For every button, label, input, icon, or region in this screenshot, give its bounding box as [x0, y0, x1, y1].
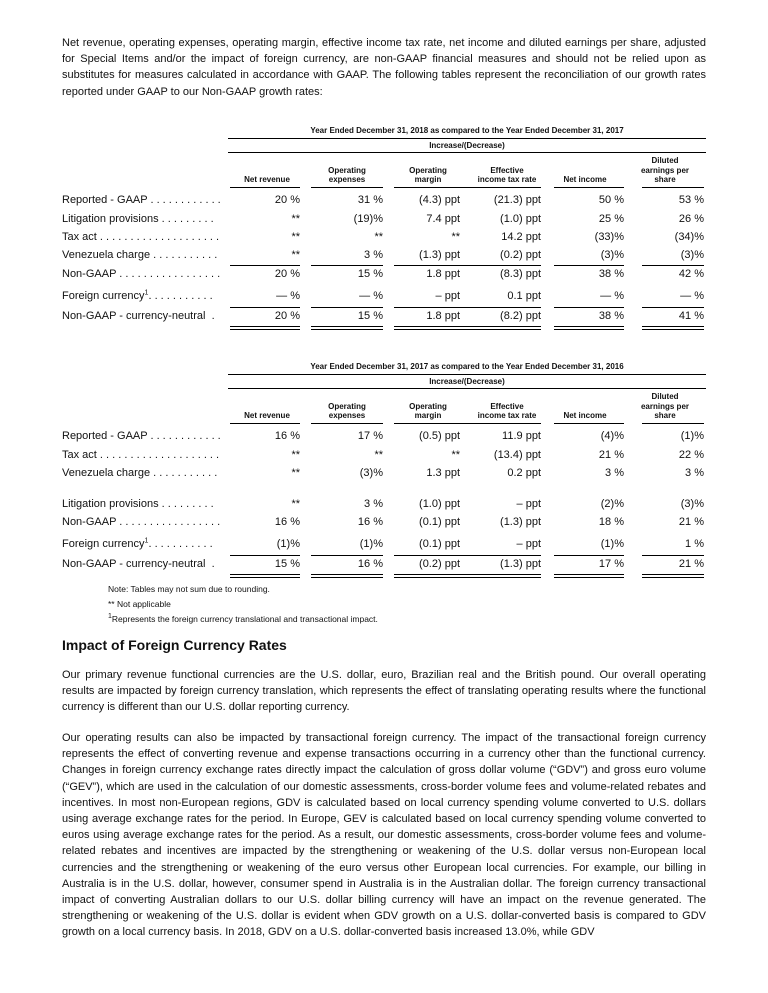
- column-header-rule: [459, 187, 541, 188]
- table-cell: 14.2 ppt: [501, 231, 541, 243]
- column-header-rule: [554, 423, 624, 424]
- table-cell: (3)%: [680, 498, 704, 510]
- row-label-text: Non-GAAP . . . . . . . . . . . . . . . . .: [62, 268, 221, 280]
- column-header-line: Operating: [328, 165, 366, 175]
- column-header-line: [467, 156, 547, 166]
- table-cell: (0.2) ppt: [419, 558, 460, 570]
- table-cell: 20 %: [274, 310, 300, 322]
- table-cell: 1.3 ppt: [426, 467, 460, 479]
- column-header-line: share: [654, 411, 676, 420]
- total-double-rule: [311, 574, 383, 578]
- table-cell: 41 %: [678, 310, 704, 322]
- table-cell: 11.9 ppt: [502, 430, 541, 442]
- total-double-rule: [230, 326, 300, 330]
- column-header-line: [307, 156, 387, 166]
- table-cell: 17 %: [357, 430, 383, 442]
- column-header-rule: [459, 423, 541, 424]
- row-label-text: Non-GAAP - currency-neutral .: [62, 310, 215, 322]
- column-header-line: [307, 392, 387, 402]
- table-cell: (21.3) ppt: [493, 194, 541, 206]
- row-label-text: Litigation provisions . . . . . . . . .: [62, 498, 214, 510]
- column-header-line: [545, 402, 625, 412]
- table-cell: 16 %: [274, 430, 300, 442]
- table-cell: **: [291, 498, 300, 510]
- column-header-line: [388, 156, 468, 166]
- column-header: [545, 156, 625, 185]
- fx-rule: [230, 307, 300, 308]
- table-cell: 1.8 ppt: [426, 268, 460, 280]
- note-foreign-currency: [108, 614, 378, 624]
- fx-rule: [554, 307, 624, 308]
- table-cell: (1)%: [276, 538, 300, 550]
- table-cell: 21 %: [598, 449, 624, 461]
- column-header: [388, 392, 468, 421]
- column-header-rule: [394, 423, 460, 424]
- table-cell: (0.1) ppt: [419, 538, 460, 550]
- table-cell: 1 %: [685, 538, 704, 550]
- column-header-line: expenses: [328, 175, 366, 184]
- row-label-text: Litigation provisions . . . . . . . . .: [62, 213, 214, 225]
- total-double-rule: [554, 574, 624, 578]
- table-cell: 17 %: [598, 558, 624, 570]
- column-header-line: income tax rate: [477, 411, 537, 420]
- column-header-line: Effective: [490, 401, 524, 411]
- table-cell: 15 %: [274, 558, 300, 570]
- table-cell: 16 %: [274, 516, 300, 528]
- increase-rule: [228, 388, 706, 389]
- table-cell: **: [291, 249, 300, 261]
- row-label-text: Non-GAAP . . . . . . . . . . . . . . . . .: [62, 516, 221, 528]
- table-cell: 22 %: [678, 449, 704, 461]
- table-cell: **: [451, 231, 460, 243]
- fx-rule: [459, 555, 541, 556]
- column-header-rule: [642, 187, 704, 188]
- note-fx-sup: 1: [108, 613, 112, 621]
- table-cell: (1.3) ppt: [500, 558, 541, 570]
- table-row: [62, 516, 706, 534]
- table-cell: 38 %: [598, 310, 624, 322]
- table-cell: (3)%: [680, 249, 704, 261]
- table-row: [62, 268, 706, 286]
- table-row: [62, 194, 706, 212]
- table-cell: – ppt: [516, 498, 541, 510]
- table-cell: 7.4 ppt: [426, 213, 460, 225]
- column-header: [467, 392, 547, 421]
- row-label-text: Non-GAAP - currency-neutral .: [62, 558, 215, 570]
- total-double-rule: [230, 574, 300, 578]
- total-double-rule: [642, 326, 704, 330]
- column-header-line: [227, 156, 307, 166]
- row-label: [62, 290, 213, 302]
- column-header-line: [227, 166, 307, 176]
- table-cell: **: [291, 467, 300, 479]
- table-cell: 1.8 ppt: [426, 310, 460, 322]
- subtotal-rule: [459, 265, 541, 266]
- subtotal-rule: [230, 265, 300, 266]
- caption-rule: [228, 138, 706, 139]
- table-cell: 31 %: [357, 194, 383, 206]
- table-cell: 20 %: [274, 268, 300, 280]
- row-label-text: Reported - GAAP . . . . . . . . . . . .: [62, 194, 221, 206]
- table-cell: 21 %: [678, 558, 704, 570]
- column-header: [307, 156, 387, 185]
- table-cell: 16 %: [357, 516, 383, 528]
- column-header-line: [227, 392, 307, 402]
- subtotal-rule: [642, 265, 704, 266]
- row-label: [62, 467, 217, 479]
- table-cell: (3)%: [600, 249, 624, 261]
- column-header-line: Net revenue: [244, 175, 290, 184]
- total-double-rule: [459, 574, 541, 578]
- increase-rule: [228, 152, 706, 153]
- table-cell: 3 %: [364, 498, 383, 510]
- column-header-line: earnings per: [640, 401, 689, 411]
- column-header-rule: [311, 187, 383, 188]
- intro-paragraph: Net revenue, operating expenses, operating margin, effective income tax rate, net income and diluted earnings per share, adjusted for Special Items and/or the impact of foreign currency, are non-GAAP financial measures and should not be relied upon as substitutes for measures calculated in accordance with GAAP. The following tables represent the reconciliation of our growth rates reported under GAAP to our Non-GAAP growth rates:: [62, 37, 706, 98]
- table-cell: 53 %: [678, 194, 704, 206]
- paragraph-transactional-currency: Our operating results can also be impacted by transactional foreign currency. The impact of the transactional foreign currency represents the effect of converting revenue and expense transactions occurring in a currency other than the functional currency. Changes in foreign currency exchange rates directly impact the calculation of gross dollar volume (“GDV”) and gross euro volume (“GEV”), which are used in the calculation of our domestic assessments, cross-border volume fees and volume-related rebates and incentives. In most non-European regions, GDV is calculated based on local currency spending volume converted to U.S. dollars using average exchange rates for the period. In Europe, GEV is calculated based on local currency spending volume converted to euros using average exchange rates for the period. As a result, our domestic assessments, cross-border volume fees and volume-related rebates and incentives are impacted by the strengthening or weakening of the U.S. dollar versus non-European local currencies and the strengthening or weakening of the euro versus other European local currencies. For example, our billing in Australia is in the U.S. dollar, however, consumer spend in Australia is in the Australian dollar. The foreign currency transactional impact of converting Australian dollars to our U.S. dollar billing currency will have an impact on the revenue generated. The strengthening or weakening of the U.S. dollar is evident when GDV growth on a U.S. dollar-converted basis is compared to GDV growth on a local currency basis. In 2018, GDV on a U.S. dollar-converted basis increased 13.0%, while GDV: [62, 732, 706, 939]
- table-row: [62, 467, 706, 485]
- column-header-line: expenses: [328, 411, 366, 420]
- row-label-text: Venezuela charge . . . . . . . . . . .: [62, 467, 218, 479]
- table-cell: **: [291, 213, 300, 225]
- table-row: [62, 449, 706, 467]
- column-header-line: Operating: [409, 401, 447, 411]
- column-header-line: [545, 166, 625, 176]
- table-row: [62, 213, 706, 231]
- caption-rule: [228, 374, 706, 375]
- fx-rule: [311, 307, 383, 308]
- footnote-marker: 1: [144, 537, 149, 545]
- table-row: [62, 231, 706, 249]
- total-double-rule: [554, 326, 624, 330]
- row-label: [62, 268, 220, 280]
- table-cell: (1)%: [600, 538, 624, 550]
- subtotal-rule: [554, 265, 624, 266]
- table-cell: 20 %: [274, 194, 300, 206]
- table-cell: 15 %: [357, 268, 383, 280]
- fx-rule: [642, 307, 704, 308]
- table-row: [62, 430, 706, 448]
- fx-rule: [311, 555, 383, 556]
- table-cell: (13.4) ppt: [493, 449, 541, 461]
- row-label: [62, 194, 221, 206]
- table-cell: 42 %: [678, 268, 704, 280]
- table-cell: 25 %: [598, 213, 624, 225]
- table-cell: (0.5) ppt: [419, 430, 460, 442]
- fx-rule: [459, 307, 541, 308]
- table-cell: (8.3) ppt: [500, 268, 541, 280]
- total-double-rule: [394, 326, 460, 330]
- table-cell: **: [291, 449, 300, 461]
- note-not-applicable: ** Not applicable: [108, 599, 171, 609]
- table-cell: 21 %: [678, 516, 704, 528]
- subtotal-rule: [394, 265, 460, 266]
- row-label-text: Tax act . . . . . . . . . . . . . . . . . . . .: [62, 231, 220, 243]
- table-cell: (1)%: [680, 430, 704, 442]
- column-header: [467, 156, 547, 185]
- row-label: [62, 558, 215, 570]
- table-caption: Year Ended December 31, 2018 as compared to the Year Ended December 31, 2017: [310, 126, 624, 135]
- subtotal-rule: [311, 265, 383, 266]
- column-header-line: Operating: [328, 401, 366, 411]
- table-cell: 3 %: [685, 467, 704, 479]
- row-label: [62, 249, 217, 261]
- column-header-line: Net income: [563, 411, 607, 420]
- table-cell: — %: [359, 290, 383, 302]
- table-cell: (4)%: [600, 430, 624, 442]
- row-label-text: Reported - GAAP . . . . . . . . . . . .: [62, 430, 221, 442]
- column-header: [625, 156, 705, 185]
- table-row: [62, 290, 706, 308]
- note-fx-text: Represents the foreign currency translational and transactional impact.: [111, 614, 378, 624]
- fx-rule: [394, 307, 460, 308]
- table-cell: **: [291, 231, 300, 243]
- table-cell: – ppt: [435, 290, 460, 302]
- column-header-line: [388, 392, 468, 402]
- table-cell: (1.0) ppt: [500, 213, 541, 225]
- table-cell: (8.2) ppt: [500, 310, 541, 322]
- table-cell: 0.1 ppt: [507, 290, 541, 302]
- fx-rule: [554, 555, 624, 556]
- row-label: [62, 310, 215, 322]
- row-label: [62, 449, 219, 461]
- total-double-rule: [459, 326, 541, 330]
- section-heading: Impact of Foreign Currency Rates: [62, 637, 287, 653]
- table-cell: (3)%: [359, 467, 383, 479]
- row-label: [62, 498, 214, 510]
- column-header: [307, 392, 387, 421]
- table-row: [62, 538, 706, 556]
- table-cell: (1.3) ppt: [500, 516, 541, 528]
- column-header-rule: [230, 423, 300, 424]
- total-double-rule: [394, 574, 460, 578]
- fx-rule: [230, 555, 300, 556]
- total-double-rule: [311, 326, 383, 330]
- column-header-line: [227, 402, 307, 412]
- column-header-line: [545, 392, 625, 402]
- increase-decrease-label: Increase/(Decrease): [429, 377, 505, 386]
- column-header-line: Diluted: [651, 156, 679, 165]
- table-cell: 16 %: [357, 558, 383, 570]
- column-header-rule: [230, 187, 300, 188]
- fx-rule: [642, 555, 704, 556]
- table-cell: 26 %: [678, 213, 704, 225]
- note-rounding: Note: Tables may not sum due to rounding.: [108, 584, 270, 594]
- column-header-line: [545, 156, 625, 166]
- table-cell: (4.3) ppt: [419, 194, 460, 206]
- total-double-rule: [642, 574, 704, 578]
- row-label: [62, 538, 213, 550]
- row-label-text: Foreign currency: [62, 538, 145, 550]
- row-label-leader: . . . . . . . . . . .: [148, 538, 213, 550]
- table-caption: Year Ended December 31, 2017 as compared to the Year Ended December 31, 2016: [310, 362, 624, 371]
- table-cell: – ppt: [516, 538, 541, 550]
- row-label: [62, 231, 219, 243]
- row-label-text: Foreign currency: [62, 290, 145, 302]
- column-header-rule: [311, 423, 383, 424]
- table-cell: — %: [276, 290, 300, 302]
- column-header-line: margin: [414, 175, 442, 184]
- table-cell: 18 %: [598, 516, 624, 528]
- column-header: [227, 156, 307, 185]
- increase-decrease-label: Increase/(Decrease): [429, 141, 505, 150]
- column-header-line: margin: [414, 411, 442, 420]
- table-cell: 50 %: [598, 194, 624, 206]
- column-header-line: Operating: [409, 165, 447, 175]
- table-cell: (1)%: [359, 538, 383, 550]
- column-header-rule: [642, 423, 704, 424]
- row-label-text: Tax act . . . . . . . . . . . . . . . . . . . .: [62, 449, 220, 461]
- row-label: [62, 516, 220, 528]
- column-header-line: share: [654, 175, 676, 184]
- table-cell: **: [374, 231, 383, 243]
- table-cell: — %: [600, 290, 624, 302]
- table-cell: (1.3) ppt: [419, 249, 460, 261]
- table-cell: (33)%: [594, 231, 624, 243]
- row-label: [62, 213, 214, 225]
- column-header-line: Diluted: [651, 392, 679, 401]
- paragraph-functional-currencies: Our primary revenue functional currencies are the U.S. dollar, euro, Brazilian real and the British pound. Our overall operating results are impacted by foreign currency translation, which represents the effect of translating operating results where the functional currency is different than our U.S. dollar reporting currency.: [62, 669, 706, 714]
- table-row: [62, 498, 706, 516]
- table-cell: (0.2) ppt: [500, 249, 541, 261]
- fx-rule: [394, 555, 460, 556]
- column-header-line: Net income: [563, 175, 607, 184]
- table-cell: — %: [680, 290, 704, 302]
- table-cell: 3 %: [364, 249, 383, 261]
- column-header-line: [467, 392, 547, 402]
- column-header-line: Net revenue: [244, 411, 290, 420]
- column-header: [545, 392, 625, 421]
- column-header-rule: [554, 187, 624, 188]
- column-header-rule: [394, 187, 460, 188]
- column-header: [625, 392, 705, 421]
- table-cell: **: [374, 449, 383, 461]
- column-header-line: Effective: [490, 165, 524, 175]
- row-label-leader: . . . . . . . . . . .: [148, 290, 213, 302]
- column-header: [227, 392, 307, 421]
- table-cell: (2)%: [600, 498, 624, 510]
- table-cell: (34)%: [674, 231, 704, 243]
- table-cell: 15 %: [357, 310, 383, 322]
- column-header-line: income tax rate: [477, 175, 537, 184]
- table-cell: (0.1) ppt: [419, 516, 460, 528]
- row-label: [62, 430, 221, 442]
- column-header-line: earnings per: [640, 165, 689, 175]
- column-header: [388, 156, 468, 185]
- table-cell: (19)%: [353, 213, 383, 225]
- row-label-text: Venezuela charge . . . . . . . . . . .: [62, 249, 218, 261]
- table-cell: 38 %: [598, 268, 624, 280]
- footnote-marker: 1: [144, 289, 149, 297]
- table-cell: 0.2 ppt: [507, 467, 541, 479]
- table-cell: **: [451, 449, 460, 461]
- table-cell: (1.0) ppt: [419, 498, 460, 510]
- table-cell: 3 %: [605, 467, 624, 479]
